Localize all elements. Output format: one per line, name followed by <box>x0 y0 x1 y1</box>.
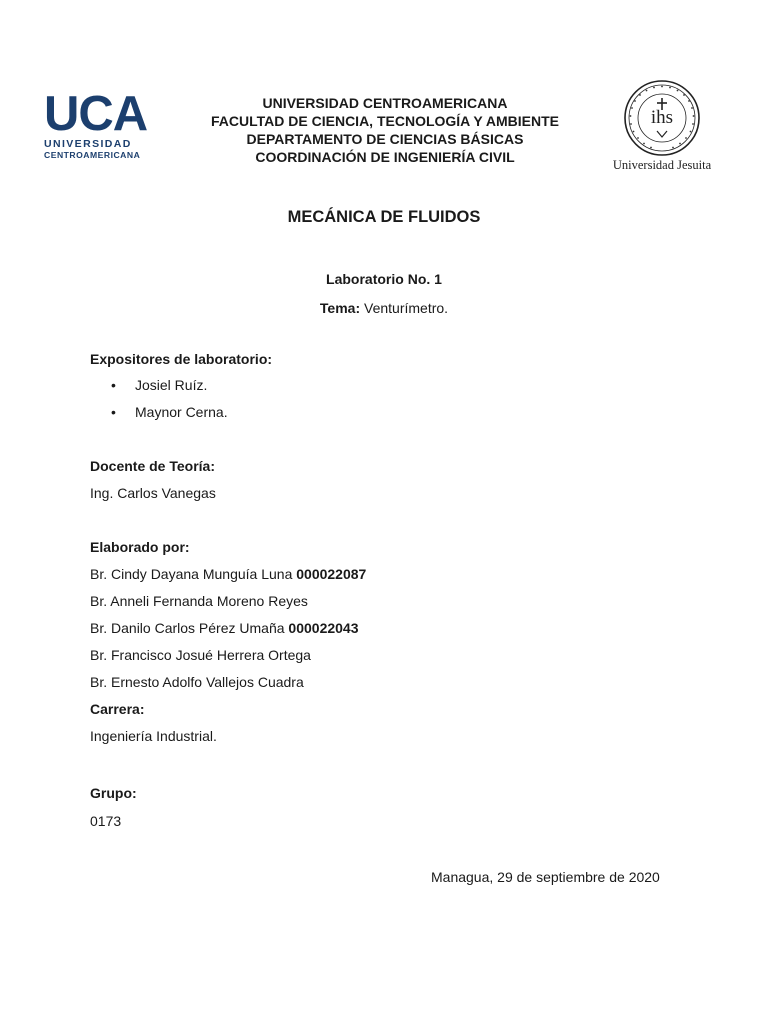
uca-logo-line1: UNIVERSIDAD <box>44 138 132 150</box>
expositores-label: Expositores de laboratorio: <box>90 351 273 367</box>
tema-line <box>0 300 768 316</box>
author-name: Br. Danilo Carlos Pérez Umaña <box>90 620 285 636</box>
course-title: MECÁNICA DE FLUIDOS <box>287 208 481 226</box>
grupo-label: Grupo: <box>90 785 137 801</box>
author-id: 000022043 <box>288 620 359 636</box>
tema-label: Tema: <box>319 300 361 316</box>
seal-caption: Universidad Jesuita <box>612 158 712 172</box>
header-university: UNIVERSIDAD CENTROAMERICANA <box>262 95 508 111</box>
expositor-name: Maynor Cerna. <box>135 404 228 420</box>
bullet-icon: • <box>111 404 116 420</box>
uca-logo-line2: CENTROAMERICANA <box>44 150 141 160</box>
author-name: Br. Ernesto Adolfo Vallejos Cuadra <box>90 674 304 690</box>
author-line <box>90 593 308 609</box>
author-line <box>90 674 304 690</box>
list-item <box>90 403 228 430</box>
elaborado-label: Elaborado por: <box>90 539 190 555</box>
author-id: 000022087 <box>296 566 367 582</box>
expositor-name: Josiel Ruíz. <box>135 377 208 393</box>
carrera-value: Ingeniería Industrial. <box>90 728 217 744</box>
list-item <box>90 376 228 403</box>
tema-value: Venturímetro. <box>364 300 449 316</box>
uca-logo <box>44 87 154 164</box>
header-coordination: COORDINACIÓN DE INGENIERÍA CIVIL <box>255 149 515 165</box>
header-faculty: FACULTAD DE CIENCIA, TECNOLOGÍA Y AMBIENTE <box>211 113 559 129</box>
author-line <box>90 566 366 582</box>
author-line <box>90 647 311 663</box>
seal-monogram: ihs <box>650 107 674 128</box>
author-name: Br. Francisco Josué Herrera Ortega <box>90 647 311 663</box>
author-line <box>90 620 359 636</box>
expositores-list <box>90 376 228 430</box>
header-department: DEPARTAMENTO DE CIENCIAS BÁSICAS <box>246 131 524 147</box>
author-name: Br. Anneli Fernanda Moreno Reyes <box>90 593 308 609</box>
bullet-icon: • <box>111 377 116 393</box>
uca-logo-wordmark: UCA <box>44 87 148 141</box>
author-name: Br. Cindy Dayana Munguía Luna <box>90 566 293 582</box>
carrera-label: Carrera: <box>90 701 145 717</box>
grupo-value: 0173 <box>90 813 122 829</box>
lab-title: Laboratorio No. 1 <box>326 271 442 287</box>
docente-label: Docente de Teoría: <box>90 458 215 474</box>
institution-header <box>190 94 580 166</box>
place-date: Managua, 29 de septiembre de 2020 <box>431 869 660 885</box>
docente-value: Ing. Carlos Vanegas <box>90 485 216 501</box>
jesuit-seal-logo <box>622 78 702 158</box>
